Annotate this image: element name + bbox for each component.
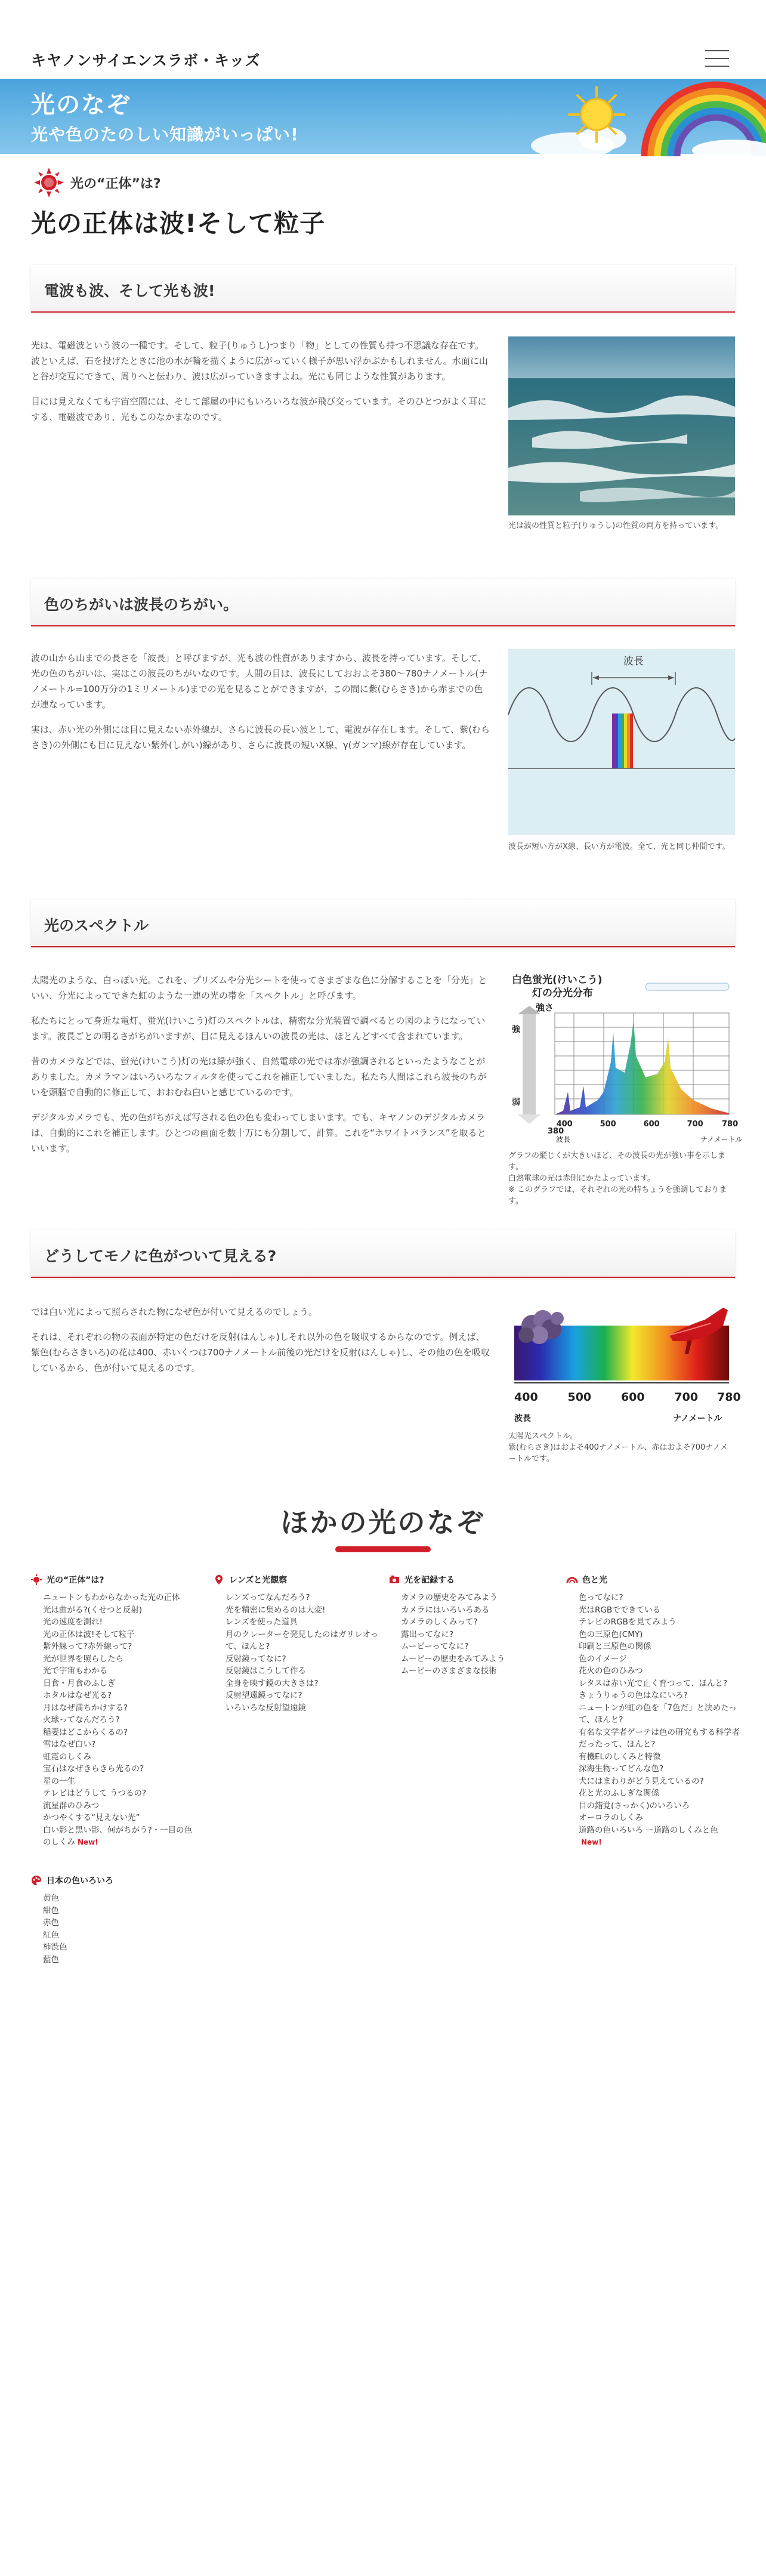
section-heading-object-color (31, 1230, 735, 1278)
nav-link[interactable]: 光の速度を測れ! (43, 1617, 103, 1627)
nav-link[interactable]: 有名な文学者ゲーテは色の研究もする科学者だったって、ほんと? (579, 1727, 740, 1749)
wavelength-label: 波長 (623, 656, 644, 668)
x-tick-label: 500 (600, 1120, 616, 1129)
nav-list (226, 1592, 381, 1714)
sun-icon (33, 167, 64, 198)
section-body-wave (31, 338, 492, 434)
nav-link[interactable]: 有機ELのしくみと特徴 (579, 1752, 661, 1762)
site-header (0, 0, 766, 79)
fluorescent-spectrum-chart (508, 972, 743, 1145)
nav-column-light-nature (31, 1573, 198, 1849)
figure-caption: 波長が短い方がX線、長い方が電波。全て、光と同じ仲間です。 (508, 842, 730, 851)
x-tick-label: 380 (548, 1127, 564, 1136)
section-heading-text: 色のちがいは波長のちがい。 (44, 596, 239, 613)
nav-link[interactable]: ニュートンが虹の色を「7色だ」と決めたって、ほんと? (579, 1703, 737, 1725)
nav-link[interactable]: 紅色 (43, 1930, 59, 1940)
nav-link[interactable]: オーロラのしくみ (579, 1813, 643, 1823)
caption-line: 太陽光スペクトル。 (508, 1432, 577, 1441)
nav-heading[interactable] (31, 1573, 198, 1587)
axis-left-label: 波長 (514, 1414, 531, 1423)
nav-link[interactable]: 目の錯覚(さっかく)のいろいろ (579, 1800, 690, 1811)
nav-link[interactable]: ムービーってなに? (401, 1642, 469, 1651)
nav-heading-label: 日本の色いろいろ (47, 1876, 113, 1886)
paragraph: 私たちにとって身近な電灯、蛍光(けいこう)灯のスペクトルは、精密な分光装置で調べるとの図のようになっています。波長ごとの明るさがちがいますが、目に見えるほんいの波長の光は、ほとんどすべて含まれています。 (31, 1015, 486, 1042)
nav-link[interactable]: 光で宇宙もわかる (43, 1666, 107, 1676)
new-badge: New! (78, 1838, 98, 1846)
caption-line: 紫(むらさき)はおよそ400ナノメートル、赤はおよそ700ナノメートルです。 (508, 1443, 728, 1463)
nav-heading[interactable] (389, 1573, 556, 1587)
strong-label: 強 (512, 1025, 520, 1034)
nav-link[interactable]: ムービーの歴史をみてみよう (401, 1654, 505, 1664)
x-tick-label: 780 (722, 1120, 739, 1129)
ocean-waves-photo (508, 336, 735, 515)
chart-title-line1: 白色蛍光(けいこう) (512, 974, 603, 986)
nav-list (43, 1892, 198, 1966)
nav-link[interactable]: 紺色 (43, 1905, 59, 1916)
nav-list (401, 1592, 556, 1678)
nav-link[interactable]: 雪はなぜ白い? (43, 1740, 96, 1749)
axis-tick-label: 700 (674, 1391, 699, 1404)
nav-heading-label: 光の“正体”は? (47, 1576, 104, 1585)
film-icon (389, 1574, 400, 1585)
hero-banner (0, 79, 766, 154)
nav-link[interactable]: 反射鏡ってなに? (226, 1654, 286, 1664)
axis-tick-label: 600 (620, 1391, 645, 1404)
nav-link[interactable]: テレビのRGBを見てみよう (579, 1617, 677, 1627)
nav-link[interactable]: 光の正体は波!そして粒子 (43, 1629, 135, 1639)
axis-tick-label: 780 (717, 1391, 741, 1404)
section-heading-text: どうしてモノに色がついて見える? (44, 1247, 277, 1265)
nav-link[interactable]: ニュートンもわからなかった光の正体 (43, 1593, 180, 1602)
axis-tick-label: 500 (567, 1391, 592, 1404)
nav-link[interactable]: 全身を映す鏡の大きさは? (226, 1678, 319, 1688)
figure-caption: 光は波の性質と粒子(りゅうし)の性質の両方を持っています。 (508, 521, 724, 530)
axis-right-label: ナノメートル (673, 1414, 722, 1423)
nav-link[interactable]: 露出ってなに? (401, 1629, 454, 1639)
nav-link[interactable]: 花火の色のひみつ (579, 1666, 643, 1676)
nav-heading-label: 光を記録する (404, 1576, 455, 1585)
x-axis-label: 波長 (556, 1135, 571, 1144)
nav-link[interactable]: 色の三原色(CMY) (579, 1629, 643, 1639)
nav-link[interactable]: 光は曲がる?(くせつと反射) (43, 1605, 143, 1615)
paragraph: 光は、電磁波という波の一種です。そして、粒子(りゅうし)つまり「物」としての性質も持つ不思議な存在です。波といえば、石を投げたときに池の水が輪を描くように広がっていく様子が思い浮かぶかもしれません。水面に山と谷が交互にできて、周りへと伝わり、波は広がっていきますよね。光にも同じような性質があります。 (31, 340, 488, 382)
nav-heading-label: 色と光 (582, 1576, 607, 1585)
page-title: 光の正体は波!そして粒子 (31, 209, 326, 238)
nav-link[interactable]: 火球ってなんだろう? (43, 1715, 120, 1725)
section-body-spectrum (31, 972, 492, 1166)
nav-link[interactable]: 道路の色いろいろ ー道路のしくみと色New! (579, 1825, 718, 1846)
section-heading-wave (31, 265, 735, 313)
section-body-object-color (31, 1304, 492, 1385)
nav-link[interactable]: 月はなぜ満ちかけする? (43, 1703, 128, 1713)
site-logo[interactable]: キヤノンサイエンスラボ・キッズ (31, 52, 261, 69)
nav-link[interactable]: 流星群のひみつ (43, 1800, 100, 1811)
section-heading-spectrum (31, 900, 735, 947)
palette-icon (31, 1875, 42, 1886)
nav-link[interactable]: いろいろな反射望遠鏡 (226, 1703, 306, 1713)
paragraph: 太陽光のような、白っぽい光。これを、プリズムや分光シートを使ってさまざまな色に分解することを「分光」といい、分光によってできた虹のような一連の光の帯を「スペクトル」と呼びます。 (31, 975, 487, 1001)
x-tick-label: 700 (687, 1120, 703, 1129)
hamburger-menu-icon[interactable] (703, 47, 731, 70)
x-axis-unit: ナノメートル (700, 1135, 743, 1144)
paragraph: 目には見えなくても宇宙空間には、そして部屋の中にもいろいろな波が飛び交っています。そのひとつがよく耳にする、電磁波であり、光もこのなかまなのです。 (31, 396, 487, 422)
nav-link[interactable]: 犬にはまわりがどう見えているの? (579, 1776, 704, 1786)
nav-link[interactable]: 藍色 (43, 1954, 59, 1965)
paragraph: それは、それぞれの物の表面が特定の色だけを反射(はんしゃ)しそれ以外の色を吸収するからなのです。例えば、紫色(むらさきいろ)の花は400、赤いくつは700ナノメートル前後の光だけを反射(はんしゃ)し、その他の色を吸収しているから、色が付いて見えるのです。 (31, 1332, 490, 1373)
nav-link[interactable]: 柿渋色 (43, 1942, 67, 1952)
visible-spectrum-figure (508, 1302, 741, 1428)
spectrum-strip (612, 714, 633, 768)
sun-icon (569, 87, 624, 142)
nav-link[interactable]: 星の一生 (43, 1776, 75, 1786)
nav-link[interactable]: 光はRGBでできている (579, 1605, 661, 1615)
figure-caption (508, 1431, 735, 1465)
nav-link[interactable]: カメラにはいろいろある (401, 1605, 490, 1615)
nav-link[interactable]: かつやくする“見えない光” (43, 1813, 140, 1823)
paragraph: 昔のカメラなどでは、蛍光(けいこう)灯の光は緑が強く、自然電球の光では赤が強調されるといったようなことがありました。カメラマンはいろいろなフィルタを使ってこれを補正していました。私たち人間はこれら波長のちがいを頭脳で自動的に修正して、おおむね白いと感じているのです。 (31, 1056, 487, 1098)
section-heading-text: 電波も波、そして光も波! (44, 282, 215, 299)
paragraph: 実は、赤い光の外側には目に見えない赤外線が、さらに波長の長い波として、電波が存在します。そして、紫(むらさき)の外側にも目に見えない紫外(しがい)線があり、さらに波長の短いX線、γ(ガンマ)線が存在しています。 (31, 724, 490, 750)
nav-column-lens (214, 1573, 381, 1714)
pin-icon (214, 1574, 224, 1585)
other-mysteries-title: ほかの光のなぞ (280, 1506, 486, 1539)
section-heading-wavelength (31, 579, 735, 626)
nav-link[interactable]: 花と光のふしぎな関係 (579, 1789, 659, 1798)
nav-heading[interactable] (214, 1573, 381, 1587)
weak-label: 弱 (512, 1098, 520, 1107)
x-tick-label: 400 (556, 1120, 573, 1129)
figure-caption (508, 1150, 735, 1207)
paragraph: では白い光によって照らされた物になぜ色が付いて見えるのでしょう。 (31, 1306, 318, 1317)
x-tick-label: 600 (643, 1120, 660, 1129)
nav-list (579, 1592, 740, 1849)
nav-link[interactable]: レンズを使った道具 (226, 1617, 298, 1627)
nav-heading-label: レンズと光観察 (229, 1576, 288, 1585)
nav-link[interactable]: 日食・月食のふしぎ (43, 1678, 116, 1688)
wavelength-diagram (508, 649, 735, 835)
nav-link[interactable]: カメラのしくみって? (401, 1617, 478, 1627)
nav-link[interactable]: レンズってなんだろう? (226, 1593, 310, 1602)
nav-link[interactable]: 反射鏡はこうして作る (226, 1666, 306, 1676)
nav-link[interactable]: 深海生物ってどんな色? (579, 1764, 664, 1774)
nav-column-record (389, 1573, 556, 1678)
banner-title: 光のなぞ (31, 91, 131, 119)
nav-link[interactable]: きょうりゅうの色はなにいろ? (579, 1691, 688, 1700)
nav-link[interactable]: 色のイメージ (579, 1654, 627, 1664)
nav-link[interactable]: 宝石はなぜきらきら光るの? (43, 1764, 144, 1774)
axis-tick-label: 400 (514, 1391, 538, 1404)
nav-link[interactable]: 光を精密に集めるのは大変! (226, 1605, 326, 1615)
new-badge: New! (581, 1838, 602, 1846)
nav-link[interactable]: 光が世界を照らしたら (43, 1654, 123, 1664)
caption-line: ※ このグラフでは、それぞれの光の特ちょうを強調しております。 (508, 1185, 727, 1206)
nav-link[interactable]: 虹霓のしくみ (43, 1752, 91, 1762)
nav-link[interactable]: 紫外線って?赤外線って? (43, 1642, 132, 1651)
chart-title-line2: 灯の分光分布 (532, 987, 593, 999)
nav-column-japanese-colors (31, 1873, 198, 1966)
paragraph: デジタルカメラでも、光の色がちがえば写される色の色も変わってしまいます。でも、キヤノンのデジタルカメラは、自動的にこれを補正します。ひとつの画面を数十万にも分割して、計算。これを“ホワイトバランス”を取るといいます。 (31, 1112, 486, 1154)
nav-column-color (567, 1573, 740, 1849)
rainbow-icon (567, 1574, 577, 1585)
chart-axis-title: 強さ (536, 1002, 554, 1013)
nav-link[interactable]: 月のクレーターを発見したのはガリレオって、ほんと? (226, 1629, 378, 1651)
title-underline (335, 1546, 431, 1552)
nav-link[interactable]: 色ってなに? (579, 1593, 623, 1602)
nav-link[interactable]: 黄色 (43, 1894, 59, 1903)
nav-heading[interactable] (567, 1573, 740, 1587)
sun-icon (31, 1574, 42, 1585)
nav-link[interactable]: 白い影と黒い影、何がちがう?・一目の色のしくみ New! (43, 1825, 193, 1847)
nav-heading[interactable] (31, 1873, 198, 1888)
rainbow-sun-illustration (537, 79, 766, 154)
nav-link[interactable]: 赤色 (43, 1918, 59, 1928)
nav-link[interactable]: レタスは赤い光で止く育つって、ほんと? (579, 1678, 728, 1688)
nav-list (43, 1592, 198, 1849)
nav-link[interactable]: ホタルはなぜ光る? (43, 1691, 112, 1700)
nav-link[interactable]: 印刷と三原色の関係 (579, 1642, 651, 1651)
nav-link[interactable]: 反射望遠鏡ってなに? (226, 1691, 302, 1700)
section-heading-text: 光のスペクトル (44, 917, 149, 934)
nav-link[interactable]: 稲妻はどこからくるの? (43, 1727, 128, 1737)
caption-line: グラフの縦じくが大きいほど、その波長の光が強い事を示します。 (508, 1151, 726, 1172)
nav-link[interactable]: ムービーのさまざまな技術 (401, 1666, 497, 1676)
section-kicker: 光の“正体”は? (70, 177, 161, 191)
nav-link[interactable]: カメラの歴史をみてみよう (401, 1593, 498, 1602)
section-body-wavelength (31, 650, 492, 762)
banner-subtitle: 光や色のたのしい知識がいっぱい! (31, 125, 299, 144)
caption-line: 白熱電球の光は赤側にかたよっています。 (508, 1174, 655, 1183)
nav-link[interactable]: テレビはどうして うつるの? (43, 1789, 147, 1798)
paragraph: 波の山から山までの長さを「波長」と呼びますが、光も波の性質がありますから、波長を持っています。そして、光の色のちがいは、実はこの波長のちがいなのです。人間の目は、波長にしておおよそ380〜780ナノメートル(ナノメートル=100万分の1ミリメートル)までの光を見ることができますが、この間に紫(むらさき)から赤までの色が連なっています。 (31, 653, 488, 710)
